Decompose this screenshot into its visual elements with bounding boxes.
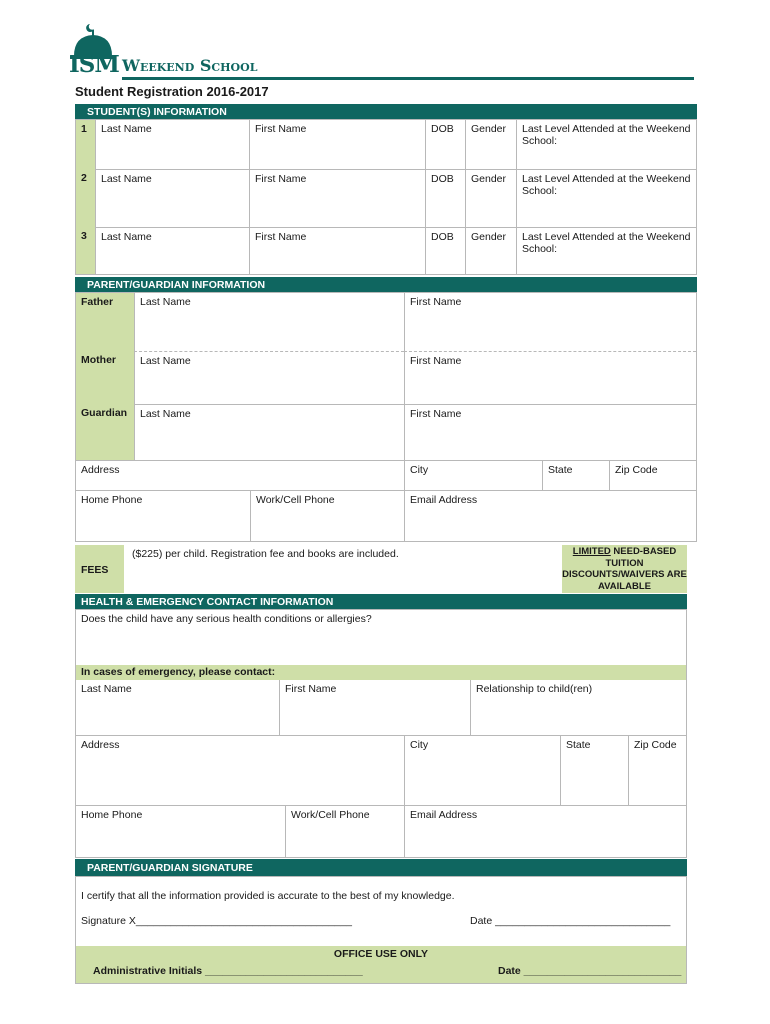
students-heading-text: STUDENT(S) INFORMATION (87, 106, 227, 118)
emergency-city[interactable]: City (404, 735, 560, 805)
emergency-first-name[interactable]: First Name (279, 680, 470, 735)
guardian-last-name[interactable]: Last Name (134, 404, 404, 460)
student-2-last-level[interactable]: Last Level Attended at the Weekend School: (516, 169, 696, 227)
student-3-gender[interactable]: Gender (465, 227, 516, 274)
health-heading (75, 594, 687, 609)
emergency-heading-text: In cases of emergency, please contact: (81, 666, 276, 678)
certify-text: I certify that all the information provided is accurate to the best of my knowledge. (81, 890, 455, 902)
students-heading (75, 104, 697, 119)
parent-city[interactable]: City (404, 460, 542, 490)
signature-line[interactable]: Signature X_____________________________________ (81, 915, 352, 927)
signature-heading-text: PARENT/GUARDIAN SIGNATURE (87, 862, 253, 874)
father-label: Father (81, 296, 114, 308)
signature-date-line[interactable]: Date ______________________________ (470, 915, 671, 927)
student-1-last-name[interactable]: Last Name (95, 120, 249, 169)
students-num-column (76, 120, 95, 274)
fees-note-rest: NEED-BASED TUITION DISCOUNTS/WAIVERS ARE AVAILABLE (562, 546, 687, 592)
parents-heading-text: PARENT/GUARDIAN INFORMATION (87, 279, 266, 291)
health-heading-text: HEALTH & EMERGENCY CONTACT INFORMATION (81, 596, 334, 608)
parent-work-phone[interactable]: Work/Cell Phone (250, 490, 404, 541)
emergency-home-phone[interactable]: Home Phone (76, 805, 285, 857)
student-3-last-level[interactable]: Last Level Attended at the Weekend School: (516, 227, 696, 274)
emergency-zip[interactable]: Zip Code (628, 735, 686, 805)
signature-heading (75, 859, 687, 876)
parent-address[interactable]: Address (76, 460, 404, 490)
student-1-num: 1 (81, 123, 87, 135)
page-title: Student Registration 2016-2017 (75, 84, 269, 99)
student-3-num: 3 (81, 230, 87, 242)
father-last-name[interactable]: Last Name (134, 293, 404, 351)
student-1-first-name[interactable]: First Name (249, 120, 425, 169)
parent-home-phone[interactable]: Home Phone (76, 490, 250, 541)
parent-zip[interactable]: Zip Code (609, 460, 696, 490)
fees-label: FEES (81, 564, 109, 576)
student-3-last-name[interactable]: Last Name (95, 227, 249, 274)
logo-text: ISM (69, 51, 119, 78)
mother-last-name[interactable]: Last Name (134, 351, 404, 404)
mother-label: Mother (81, 354, 116, 366)
parent-state[interactable]: State (542, 460, 609, 490)
guardian-first-name[interactable]: First Name (404, 404, 696, 460)
student-1-last-level[interactable]: Last Level Attended at the Weekend School: (516, 120, 696, 169)
emergency-address[interactable]: Address (76, 735, 404, 805)
student-1-gender[interactable]: Gender (465, 120, 516, 169)
health-question[interactable]: Does the child have any serious health conditions or allergies? (81, 613, 372, 625)
fees-note (562, 546, 687, 592)
student-3-first-name[interactable]: First Name (249, 227, 425, 274)
student-2-dob[interactable]: DOB (425, 169, 465, 227)
student-2-last-name[interactable]: Last Name (95, 169, 249, 227)
fees-text: ($225) per child. Registration fee and books are included. (132, 548, 399, 560)
emergency-heading (76, 665, 686, 680)
emergency-state[interactable]: State (560, 735, 628, 805)
emergency-last-name[interactable]: Last Name (81, 683, 132, 695)
student-1-dob[interactable]: DOB (425, 120, 465, 169)
header-rule (122, 77, 694, 80)
guardian-label: Guardian (81, 407, 128, 419)
mother-first-name[interactable]: First Name (404, 351, 696, 404)
student-2-gender[interactable]: Gender (465, 169, 516, 227)
emergency-work-phone[interactable]: Work/Cell Phone (285, 805, 404, 857)
student-2-first-name[interactable]: First Name (249, 169, 425, 227)
fees-note-limited: LIMITED (572, 546, 611, 557)
office-date-line[interactable]: Date ___________________________ (498, 965, 682, 977)
parents-role-column (76, 293, 134, 460)
emergency-relationship[interactable]: Relationship to child(ren) (470, 680, 686, 735)
office-use-heading: OFFICE USE ONLY (333, 948, 429, 960)
emergency-email[interactable]: Email Address (404, 805, 686, 857)
father-first-name[interactable]: First Name (404, 293, 696, 351)
student-2-num: 2 (81, 172, 87, 184)
parents-heading (75, 277, 697, 292)
student-3-dob[interactable]: DOB (425, 227, 465, 274)
school-name: Weekend School (122, 56, 258, 75)
admin-initials-line[interactable]: Administrative Initials ___________________________ (93, 965, 363, 977)
parent-email[interactable]: Email Address (404, 490, 696, 541)
